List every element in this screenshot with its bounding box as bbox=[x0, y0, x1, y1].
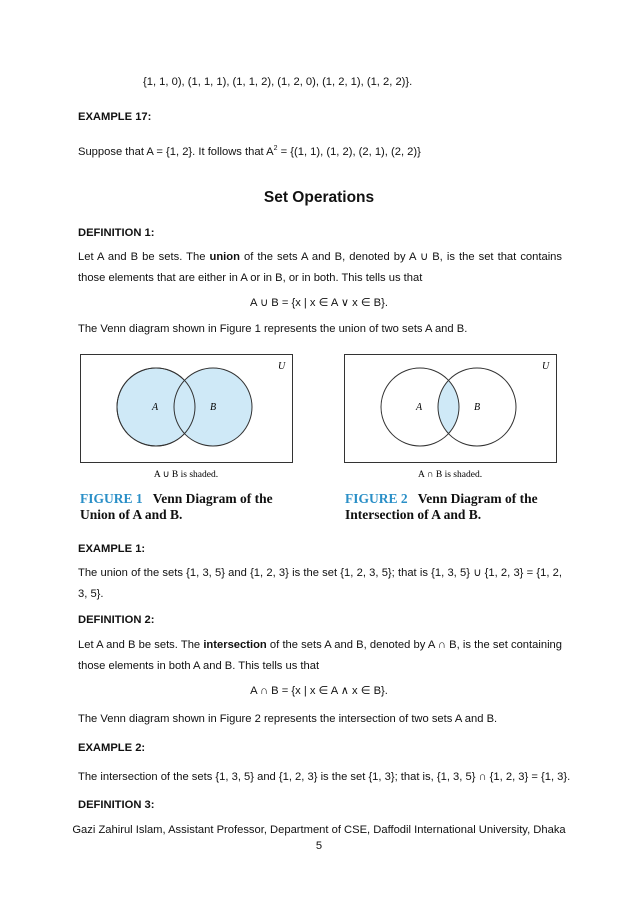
venn-1-intro: The Venn diagram shown in Figure 1 represents the union of two sets A and B. bbox=[78, 323, 468, 335]
venn-2-intro: The Venn diagram shown in Figure 2 represents the intersection of two sets A and B. bbox=[78, 713, 498, 725]
section-title: Set Operations bbox=[263, 189, 375, 206]
example-17-post: = {(1, 1), (1, 2), (2, 1), (2, 2)} bbox=[277, 146, 421, 158]
figure-1-caption-rest: Venn Diagram of the bbox=[152, 491, 273, 506]
universe-label: U bbox=[542, 361, 550, 372]
definition-1-heading: DEFINITION 1: bbox=[78, 227, 155, 239]
example-1-heading: EXAMPLE 1: bbox=[78, 543, 146, 555]
figure-1-caption-line2: Union of A and B. bbox=[80, 507, 183, 522]
def1-text-b: of the sets A and B, denoted by A ∪ B, is the set that contains those elements that are either in A or in B, or in both. This tells us that bbox=[78, 251, 562, 284]
figure-2-caption-line2: Intersection of A and B. bbox=[345, 507, 482, 522]
universe-label: U bbox=[278, 361, 286, 372]
definition-2-text bbox=[78, 635, 562, 677]
definition-3-heading: DEFINITION 3: bbox=[78, 799, 155, 811]
figure-2-number: FIGURE 2 bbox=[345, 491, 408, 506]
example-17-pre: Suppose that A = {1, 2}. It follows that A bbox=[78, 146, 274, 158]
tuple-list-line: {1, 1, 0), (1, 1, 1), (1, 1, 2), (1, 2, 0), (1, 2, 1), (1, 2, 2)}. bbox=[143, 76, 413, 88]
intersection-formula: A ∩ B = {x | x ∈ A ∧ x ∈ B}. bbox=[250, 685, 388, 697]
example-17-heading: EXAMPLE 17: bbox=[78, 111, 152, 123]
set-a-label: A bbox=[416, 402, 423, 413]
set-b-label: B bbox=[474, 402, 481, 413]
def1-term-union: union bbox=[209, 251, 240, 263]
definition-2-heading: DEFINITION 2: bbox=[78, 614, 155, 626]
page-number: 5 bbox=[315, 840, 323, 852]
def2-text-b: of the sets A and B, denoted by A ∩ B, is the set containing those elements in both A and B. This tells us that bbox=[78, 639, 562, 672]
set-a-label: A bbox=[152, 402, 159, 413]
def2-term-intersection: intersection bbox=[203, 639, 267, 651]
figure-1-caption bbox=[80, 491, 273, 523]
shaded-note: A ∪ B is shaded. bbox=[153, 470, 219, 480]
example-17-text bbox=[78, 145, 562, 159]
footer-author: Gazi Zahirul Islam, Assistant Professor, Department of CSE, Daffodil International University, Dhaka bbox=[72, 824, 566, 836]
example-17-superscript: 2 bbox=[273, 145, 278, 152]
example-2-heading: EXAMPLE 2: bbox=[78, 742, 146, 754]
definition-1-text bbox=[78, 247, 562, 289]
figure-2-caption-rest: Venn Diagram of the bbox=[417, 491, 538, 506]
venn-diagram-intersection bbox=[344, 350, 558, 485]
union-formula: A ∪ B = {x | x ∈ A ∨ x ∈ B}. bbox=[250, 297, 388, 309]
venn-diagram-union bbox=[80, 350, 294, 485]
shaded-note: A ∩ B is shaded. bbox=[417, 470, 483, 480]
set-b-label: B bbox=[210, 402, 217, 413]
def1-text-a: Let A and B be sets. The bbox=[78, 251, 210, 263]
def2-text-a: Let A and B be sets. The bbox=[78, 639, 204, 651]
example-1-text: The union of the sets {1, 3, 5} and {1, 2, 3} is the set {1, 2, 3, 5}; that is {1, 3, 5} ∪ {1, 2, 3} = {1, 2, 3, 5}. bbox=[78, 567, 562, 600]
figure-2-caption bbox=[345, 491, 538, 523]
figure-1-number: FIGURE 1 bbox=[80, 491, 143, 506]
example-2-text: The intersection of the sets {1, 3, 5} and {1, 2, 3} is the set {1, 3}; that is, {1, 3, 5} ∩ {1, 2, 3} = {1, 3}. bbox=[78, 771, 571, 783]
